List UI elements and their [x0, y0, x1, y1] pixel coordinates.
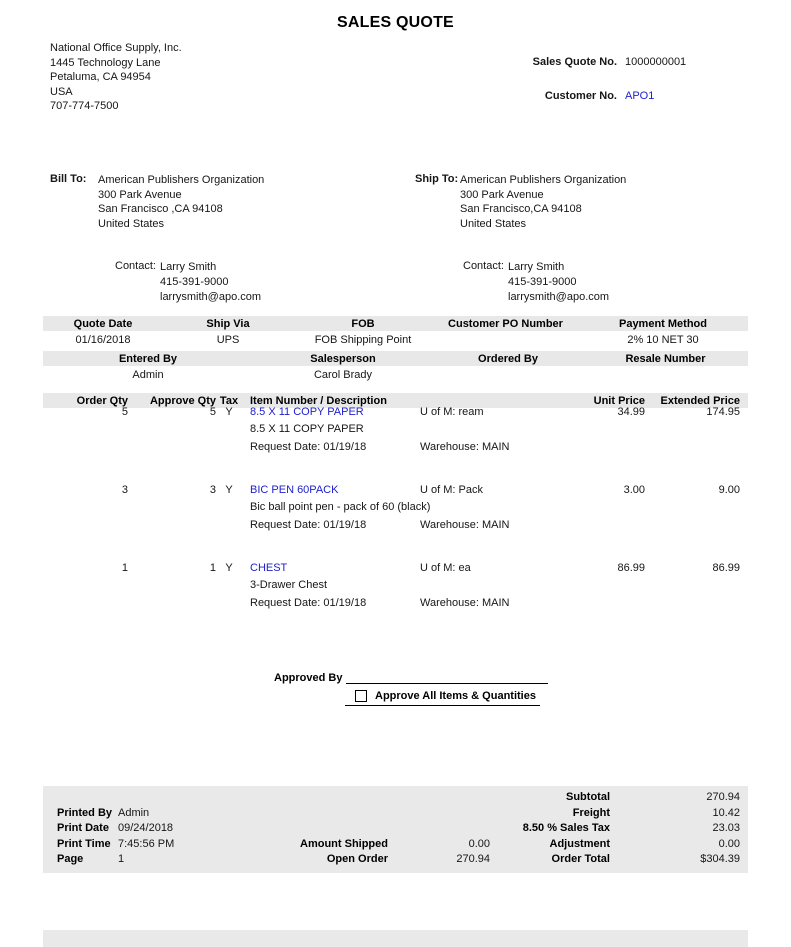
line-item-row — [43, 482, 748, 499]
company-name: National Office Supply, Inc. — [50, 42, 182, 54]
print-time-label: Print Time — [57, 837, 111, 850]
item-description: 8.5 X 11 COPY PAPER — [250, 423, 364, 435]
entered-by-value: Admin — [132, 369, 164, 381]
order-qty: 1 — [121, 562, 128, 574]
line-item-row — [43, 560, 748, 577]
bill-to-line: American Publishers Organization — [98, 174, 265, 186]
sales-quote-no-label: Sales Quote No. — [532, 56, 617, 68]
extended-price-header: Extended Price — [660, 394, 740, 407]
line-item-3 — [43, 560, 748, 612]
line-item-row — [43, 404, 748, 421]
ship-to-line: 300 Park Avenue — [460, 188, 544, 201]
approve-qty: 1 — [209, 562, 216, 574]
warehouse: Warehouse: MAIN — [420, 519, 510, 531]
bill-to-contact — [115, 260, 415, 304]
order-qty: 3 — [121, 484, 128, 496]
company-phone: 707-774-7500 — [50, 100, 119, 113]
sales-quote-no-value: 1000000001 — [625, 56, 687, 68]
fob-value: FOB Shipping Point — [314, 334, 412, 346]
quote-info-header-row — [43, 316, 748, 331]
approve-qty: 3 — [209, 484, 216, 496]
item-detail-row — [43, 516, 748, 534]
items-table-body — [43, 404, 748, 638]
bill-ship-section — [50, 173, 750, 304]
ship-contact-name: Larry Smith — [508, 261, 565, 274]
item-description: 3-Drawer Chest — [250, 579, 328, 591]
bill-contact-phone: 415-391-9000 — [160, 275, 229, 288]
company-country: USA — [50, 85, 73, 98]
ship-to-line: San Francisco,CA 94108 — [460, 203, 582, 216]
resale-number-header: Resale Number — [625, 352, 706, 365]
print-date-label: Print Date — [57, 822, 109, 835]
unit-of-measure: U of M: Pack — [420, 484, 483, 496]
reference-numbers — [420, 56, 700, 102]
salesperson-header: Salesperson — [310, 352, 376, 365]
ship-contact-email: larrysmith@apo.com — [508, 290, 610, 303]
order-total-value: $304.39 — [700, 853, 740, 866]
line-item-2 — [43, 482, 748, 534]
page-label: Page — [57, 853, 84, 866]
item-description: Bic ball point pen - pack of 60 (black) — [250, 501, 431, 513]
freight-label: Freight — [572, 806, 610, 819]
order-qty-header: Order Qty — [76, 394, 128, 407]
printed-by-label: Printed By — [57, 806, 113, 819]
page-title: SALES QUOTE — [337, 14, 454, 31]
sales-quote-no-row — [420, 56, 700, 68]
salesperson-value: Carol Brady — [313, 369, 373, 381]
approved-by-label: Approved By — [274, 672, 343, 684]
bill-to-block — [50, 173, 415, 304]
bill-contact-label: Contact: — [115, 260, 156, 273]
fob-header: FOB — [351, 317, 375, 330]
ship-to-label: Ship To: — [415, 173, 459, 185]
item-detail-row — [43, 594, 748, 612]
footer-row-tax — [43, 821, 740, 837]
entry-info-header-row — [43, 351, 748, 366]
page-value: 1 — [118, 853, 125, 866]
adjustment-value: 0.00 — [718, 837, 740, 850]
item-description-header: Item Number / Description — [250, 394, 387, 407]
unit-of-measure: U of M: ream — [420, 406, 484, 418]
line-item-1 — [43, 404, 748, 456]
unit-price: 34.99 — [617, 406, 645, 418]
ordered-by-value — [433, 369, 583, 381]
approval-section — [274, 671, 554, 706]
amount-shipped-value: 0.00 — [468, 837, 490, 850]
request-date: Request Date: 01/19/18 — [250, 597, 367, 609]
ship-to-block — [415, 173, 750, 304]
tax-flag: Y — [225, 562, 233, 574]
request-date: Request Date: 01/19/18 — [250, 441, 367, 453]
approved-by-row — [274, 671, 554, 684]
subtotal-label: Subtotal — [566, 791, 610, 803]
bill-contact-email: larrysmith@apo.com — [160, 290, 262, 303]
customer-no-label: Customer No. — [544, 90, 617, 102]
ship-to-address — [460, 173, 626, 231]
bill-to-address — [98, 173, 264, 231]
resale-number-value — [583, 369, 748, 381]
request-date: Request Date: 01/19/18 — [250, 519, 367, 531]
approve-qty: 5 — [209, 406, 216, 418]
warehouse: Warehouse: MAIN — [420, 441, 510, 453]
extended-price: 174.95 — [706, 406, 740, 418]
bill-to-line: 300 Park Avenue — [98, 188, 182, 201]
footer-row-subtotal — [43, 790, 740, 806]
unit-price: 86.99 — [617, 562, 645, 574]
approve-all-checkbox[interactable] — [355, 690, 367, 702]
ship-contact-phone: 415-391-9000 — [508, 275, 577, 288]
bill-to-line: United States — [98, 217, 165, 230]
customer-po-value — [433, 334, 578, 346]
approved-by-signature-line[interactable] — [346, 671, 548, 684]
bill-to-label: Bill To: — [50, 173, 87, 185]
warehouse: Warehouse: MAIN — [420, 597, 510, 609]
item-number-link[interactable]: 8.5 X 11 COPY PAPER — [250, 406, 364, 418]
open-order-label: Open Order — [326, 853, 388, 866]
quote-info-value-row — [43, 334, 748, 346]
tax-flag: Y — [225, 406, 233, 418]
unit-of-measure: U of M: ea — [420, 562, 471, 574]
quote-date-value: 01/16/2018 — [75, 334, 131, 346]
ship-to-line: United States — [460, 217, 527, 230]
customer-no-link[interactable]: APO1 — [625, 90, 655, 102]
payment-method-header: Payment Method — [618, 317, 707, 330]
print-time-value: 7:45:56 PM — [118, 837, 175, 850]
unit-price: 3.00 — [623, 484, 645, 496]
ship-to-line: American Publishers Organization — [460, 174, 627, 186]
totals-footer — [43, 786, 748, 873]
approve-all-row — [345, 688, 540, 706]
ship-contact-label: Contact: — [463, 260, 504, 273]
ship-via-header: Ship Via — [206, 317, 250, 330]
quote-date-header: Quote Date — [73, 317, 133, 330]
sales-tax-label: 8.50 % Sales Tax — [522, 822, 610, 835]
entered-by-header: Entered By — [118, 352, 178, 365]
footer-row-adjustment — [43, 837, 740, 853]
unit-price-header: Unit Price — [593, 394, 645, 407]
extended-price: 9.00 — [718, 484, 740, 496]
sales-tax-value: 23.03 — [712, 822, 740, 835]
subtotal-value: 270.94 — [706, 791, 740, 803]
payment-method-value: 2% 10 NET 30 — [627, 334, 699, 346]
customer-po-header: Customer PO Number — [448, 317, 563, 330]
item-number-link[interactable]: BIC PEN 60PACK — [250, 484, 339, 496]
bottom-page-band — [43, 930, 748, 947]
customer-no-row — [420, 90, 700, 102]
company-city-state: Petaluma, CA 94954 — [50, 71, 151, 84]
print-date-value: 09/24/2018 — [118, 822, 174, 835]
footer-row-freight — [43, 806, 740, 822]
company-address-block — [50, 41, 182, 114]
tax-flag: Y — [225, 484, 233, 496]
order-qty: 5 — [121, 406, 128, 418]
entry-info-value-row — [43, 369, 748, 381]
amount-shipped-label: Amount Shipped — [300, 837, 388, 850]
adjustment-label: Adjustment — [549, 837, 610, 850]
item-number-link[interactable]: CHEST — [250, 562, 288, 574]
approve-qty-header: Approve Qty — [149, 394, 216, 407]
approve-all-label: Approve All Items & Quantities — [375, 690, 536, 702]
extended-price: 86.99 — [712, 562, 740, 574]
order-total-label: Order Total — [551, 853, 610, 866]
item-detail-row — [43, 438, 748, 456]
freight-value: 10.42 — [712, 806, 740, 819]
footer-row-total — [43, 852, 740, 868]
ship-to-contact — [463, 260, 750, 304]
ordered-by-header: Ordered By — [478, 352, 538, 365]
bill-contact-name: Larry Smith — [160, 261, 217, 274]
open-order-value: 270.94 — [456, 853, 490, 866]
ship-via-value: UPS — [216, 334, 240, 346]
company-street: 1445 Technology Lane — [50, 56, 161, 69]
bill-to-line: San Francisco ,CA 94108 — [98, 203, 223, 216]
tax-header: Tax — [219, 394, 239, 407]
printed-by-value: Admin — [118, 806, 150, 819]
